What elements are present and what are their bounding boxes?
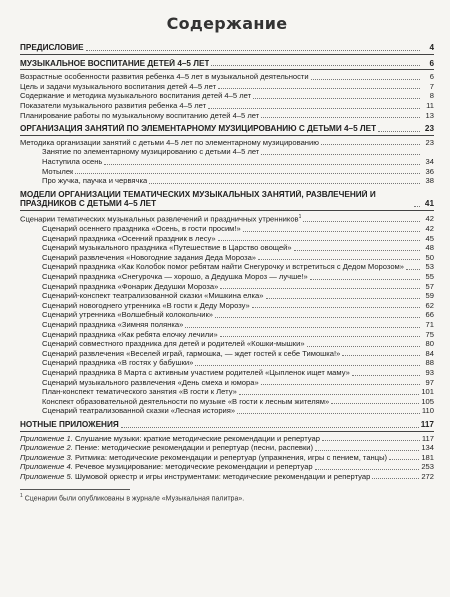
page-number: 53: [425, 262, 434, 272]
leader-dots: [215, 317, 420, 318]
toc-entry-title: [42, 272, 308, 282]
page-number: 66: [425, 310, 434, 320]
toc-entry-text: Сценарии тематических музыкальных развлечений и праздничных утренников: [20, 214, 299, 224]
leader-dots: [389, 459, 419, 460]
page-number: 4: [429, 43, 434, 52]
leader-dots: [322, 440, 420, 441]
toc-entry: [20, 349, 434, 359]
page-number: 7: [429, 81, 434, 91]
toc-entry: [20, 462, 434, 472]
section-heading: [20, 190, 434, 209]
section-rule: [20, 54, 434, 55]
toc-entry-text: Наступила осень: [42, 156, 103, 166]
toc-entry-title: [20, 72, 309, 82]
leader-dots: [310, 279, 420, 280]
toc-entry-text: Сценарий праздника «В гостях у бабушки»: [42, 358, 194, 368]
toc-entry: [20, 301, 434, 311]
toc-entry: [20, 330, 434, 340]
section-heading-text: МОДЕЛИ ОРГАНИЗАЦИИ ТЕМАТИЧЕСКИХ МУЗЫКАЛЬНЫХ ЗАНЯТИЙ, РАЗВЛЕЧЕНИЙ И ПРАЗДНИКОВ С ДЕТЬМИ 4–5 ЛЕТ: [20, 189, 376, 209]
leader-dots: [378, 131, 420, 132]
toc-entry-title: [42, 301, 250, 311]
toc-entry-text: Пение: методические рекомендации и репертуар (песни, распевки): [74, 443, 314, 453]
toc-entry-title: [20, 434, 320, 444]
page-number: 42: [425, 214, 434, 224]
leader-dots: [315, 469, 420, 470]
toc-entry-title: [42, 167, 73, 177]
toc-entry: [20, 176, 434, 186]
leader-dots: [211, 65, 420, 66]
toc-entry-title: [42, 406, 235, 416]
page-number: 8: [429, 91, 434, 101]
leader-dots: [266, 298, 421, 299]
toc-entry: [20, 213, 434, 224]
toc-entry: [20, 167, 434, 177]
page-number: 11: [426, 100, 434, 110]
leader-dots: [331, 403, 419, 404]
toc-entry-title: [20, 111, 259, 121]
toc-entry-text: Цель и задачи музыкального воспитания детей 4–5 лет: [20, 81, 217, 91]
toc-entry: [20, 378, 434, 388]
toc-entry-text: Занятие по элементарному музицированию с детьми 4–5 лет: [42, 147, 260, 157]
page-number: 34: [425, 156, 434, 166]
footnote: [20, 493, 434, 502]
toc-entry-title: [20, 472, 370, 482]
toc-entry-title: [42, 253, 256, 263]
toc-entry-text: Показатели музыкального развития ребенка 4–5 лет: [20, 100, 207, 110]
toc-entry: [20, 138, 434, 148]
toc-entry-title: [20, 138, 319, 148]
appendix-label: Приложение 2.: [20, 443, 73, 453]
toc-entry: [20, 291, 434, 301]
footnote-ref: 1: [298, 213, 302, 220]
page-number: 117: [420, 419, 434, 429]
section-heading-title: [20, 59, 209, 69]
toc-entry-title: [42, 157, 102, 167]
toc-entry-title: [42, 387, 237, 397]
page-number: 84: [425, 348, 434, 358]
table-of-contents: [20, 43, 434, 481]
toc-entry-title: [42, 339, 305, 349]
toc-entry: [20, 358, 434, 368]
page-number: 71: [425, 319, 434, 329]
leader-dots: [121, 427, 419, 428]
section-rule: [20, 431, 434, 432]
toc-entry: [20, 443, 434, 453]
toc-entry-title: [42, 262, 404, 272]
leader-dots: [243, 231, 420, 232]
section-rule: [20, 69, 434, 70]
appendix-label: Приложение 3.: [20, 452, 73, 462]
toc-entry: [20, 101, 434, 111]
toc-entry: [20, 282, 434, 292]
toc-entry-text: Сценарий музыкального развлечения «День смеха и юмора»: [42, 377, 259, 387]
appendix-label: Приложение 4.: [20, 462, 73, 472]
toc-entry-title: [20, 462, 313, 472]
toc-entry-title: [20, 91, 251, 101]
toc-entry-text: Сценарий праздника «Как Колобок помог ребятам найти Снегурочку и встретиться с Дедом Морозом»: [42, 262, 404, 272]
leader-dots: [352, 375, 420, 376]
page-number: 181: [421, 452, 434, 462]
page-number: 105: [421, 396, 434, 406]
toc-entry-text: План-конспект тематического занятия «В гости к Лету»: [42, 387, 237, 397]
toc-entry: [20, 111, 434, 121]
toc-entry: [20, 243, 434, 253]
page-number: 38: [425, 176, 434, 186]
toc-entry-title: [42, 320, 183, 330]
leader-dots: [237, 413, 420, 414]
toc-entry-text: Сценарий новогоднего утренника «В гости к Деду Морозу»: [42, 300, 250, 310]
toc-entry-title: [42, 358, 193, 368]
toc-entry-title: [42, 243, 292, 253]
leader-dots: [294, 250, 420, 251]
toc-entry: [20, 157, 434, 167]
leader-dots: [307, 346, 420, 347]
toc-entry-title: [20, 82, 216, 92]
toc-entry-text: Сценарий праздника «Снегурочка — хорошо, а Дедушка Мороз — лучше!»: [42, 272, 308, 281]
toc-entry-title: [42, 291, 264, 301]
toc-entry-text: Ритмика: методические рекомендации и репертуар (упражнения, игры с пением, танцы): [74, 452, 388, 462]
page-number: 55: [425, 272, 434, 281]
toc-entry: [20, 320, 434, 330]
page-number: 117: [421, 433, 434, 443]
leader-dots: [414, 206, 420, 207]
page-number: 41: [424, 199, 434, 209]
toc-entry-title: [42, 397, 329, 407]
leader-dots: [253, 98, 420, 99]
page-number: 134: [421, 443, 434, 453]
leader-dots: [185, 327, 420, 328]
toc-entry: [20, 397, 434, 407]
toc-entry: [20, 368, 434, 378]
toc-entry: [20, 272, 434, 282]
leader-dots: [195, 365, 420, 366]
page-number: 253: [421, 462, 434, 472]
toc-entry-text: Шумовой оркестр и игры инструментами: методические рекомендации и репертуар: [74, 471, 371, 481]
leader-dots: [75, 173, 420, 174]
toc-entry-text: Слушание музыки: краткие методические рекомендации и репертуар: [74, 433, 320, 443]
footnote-divider: [20, 489, 130, 490]
leader-dots: [258, 259, 420, 260]
toc-entry: [20, 339, 434, 349]
page-number: 23: [425, 137, 434, 147]
toc-entry-text: Сценарий праздника «Как ребята елочку лечили»: [42, 329, 218, 339]
page-number: 36: [425, 166, 434, 176]
leader-dots: [261, 117, 420, 118]
toc-entry-text: Сценарий праздника 8 Марта с активным участием родителей «Цыпленок ищет маму»: [42, 367, 350, 377]
page-number: 6: [429, 72, 434, 82]
leader-dots: [218, 240, 420, 241]
page-number: 13: [425, 110, 434, 120]
toc-entry-text: Мотылек: [42, 166, 74, 176]
leader-dots: [372, 478, 419, 479]
toc-entry: [20, 72, 434, 82]
toc-entry-title: [20, 443, 313, 453]
section-heading-text: ПРЕДИСЛОВИЕ: [20, 43, 84, 52]
section-heading-title: [20, 124, 376, 134]
toc-entry-text: Сценарий-конспект театрализованной сказки «Мишкина елка»: [42, 291, 264, 301]
page-number: 272: [421, 471, 434, 481]
toc-entry-text: Возрастные особенности развития ребенка 4–5 лет в музыкальной деятельности: [20, 72, 309, 82]
toc-entry-title: [42, 349, 340, 359]
toc-entry-text: Сценарий совместного праздника для детей и родителей «Кошки-мышки»: [42, 339, 305, 349]
section-heading-title: [20, 420, 119, 430]
leader-dots: [342, 355, 420, 356]
page-number: 97: [425, 377, 434, 387]
leader-dots: [220, 336, 420, 337]
page-number: 62: [425, 300, 434, 310]
toc-entry-title: [42, 330, 218, 340]
toc-entry-title: [42, 176, 147, 186]
toc-entry-text: Сценарий утренника «Волшебный колокольчик»: [42, 310, 214, 320]
leader-dots: [252, 307, 420, 308]
toc-entry-text: Планирование работы по музыкальному воспитанию детей 4–5 лет: [20, 110, 260, 120]
page-number: 75: [425, 329, 434, 339]
toc-entry: [20, 224, 434, 234]
toc-entry: [20, 91, 434, 101]
leader-dots: [218, 88, 420, 89]
toc-entry: [20, 406, 434, 416]
toc-entry-text: Сценарий праздника «Зимняя полянка»: [42, 319, 184, 329]
section-rule: [20, 135, 434, 136]
leader-dots: [239, 394, 420, 395]
toc-entry-title: [42, 368, 350, 378]
toc-entry-text: Сценарий праздника «Осенний праздник в лесу»: [42, 233, 216, 243]
page-number: 50: [425, 252, 434, 262]
footnote-text: Сценарии были опубликованы в журнале «Музыкальная палитра».: [24, 495, 245, 503]
toc-entry-text: Сценарий осеннего праздника «Осень, в гости просим!»: [42, 224, 241, 234]
leader-dots: [261, 384, 420, 385]
toc-page: [20, 14, 434, 503]
toc-entry-text: Сценарий праздника «Фонарик Дедушки Мороза»: [42, 281, 219, 291]
toc-entry-title: [42, 224, 241, 234]
toc-entry: [20, 262, 434, 272]
page-number: 57: [425, 281, 434, 291]
section-rule: [20, 210, 434, 211]
section-heading-text: НОТНЫЕ ПРИЛОЖЕНИЯ: [20, 419, 119, 429]
toc-entry-text: Сценарий театрализованной сказки «Лесная история»: [42, 406, 236, 416]
toc-entry-title: [42, 378, 259, 388]
toc-entry-text: Сценарий музыкального праздника «Путешествие в Царство овощей»: [42, 243, 292, 253]
leader-dots: [303, 221, 420, 222]
page-number: 110: [421, 406, 434, 416]
page-number: 23: [424, 124, 434, 134]
section-heading-title: [20, 43, 84, 53]
page-number: 6: [429, 58, 434, 68]
section-heading: [20, 43, 434, 53]
page-number: 45: [425, 233, 434, 243]
toc-entry: [20, 310, 434, 320]
toc-entry-text: Сценарий развлечения «Новогодние задания Деда Мороза»: [42, 252, 257, 262]
toc-entry-title: [20, 213, 301, 224]
toc-entry-text: Про жучка, паучка и червячка: [42, 176, 148, 186]
section-heading: [20, 124, 434, 134]
toc-entry-title: [42, 310, 213, 320]
appendix-label: Приложение 5.: [20, 471, 73, 481]
section-heading: [20, 420, 434, 430]
toc-entry: [20, 253, 434, 263]
toc-entry-title: [42, 147, 259, 157]
toc-entry: [20, 147, 434, 157]
footnote-mark: 1: [20, 493, 23, 500]
toc-entry: [20, 453, 434, 463]
leader-dots: [149, 183, 420, 184]
page-title: Содержание: [166, 14, 288, 33]
toc-entry-title: [20, 101, 206, 111]
leader-dots: [406, 269, 420, 270]
section-heading-text: МУЗЫКАЛЬНОЕ ВОСПИТАНИЕ ДЕТЕЙ 4–5 ЛЕТ: [20, 58, 210, 68]
toc-entry: [20, 234, 434, 244]
leader-dots: [311, 79, 420, 80]
page-number: 88: [425, 358, 434, 368]
section-heading: [20, 59, 434, 69]
page-number: 59: [425, 291, 434, 301]
leader-dots: [208, 108, 420, 109]
leader-dots: [321, 144, 420, 145]
page-number: 101: [421, 387, 434, 397]
leader-dots: [220, 288, 420, 289]
toc-entry: [20, 82, 434, 92]
section-heading-text: ОРГАНИЗАЦИЯ ЗАНЯТИЙ ПО ЭЛЕМЕНТАРНОМУ МУЗИЦИРОВАНИЮ С ДЕТЬМИ 4–5 ЛЕТ: [20, 124, 377, 134]
toc-entry: [20, 387, 434, 397]
page-number: 48: [425, 243, 434, 253]
toc-entry: [20, 472, 434, 482]
toc-entry: [20, 434, 434, 444]
appendix-label: Приложение 1.: [20, 433, 73, 443]
leader-dots: [104, 164, 420, 165]
section-heading-title: [20, 190, 412, 209]
toc-entry-title: [20, 453, 387, 463]
page-number: 80: [425, 339, 434, 349]
page-number: 42: [425, 224, 434, 234]
toc-entry-text: Содержание и методика музыкального воспитания детей 4–5 лет: [20, 91, 252, 101]
leader-dots: [261, 154, 420, 155]
toc-entry-text: Методика организации занятий с детьми 4–5 лет по элементарному музицированию: [20, 137, 319, 147]
leader-dots: [315, 450, 419, 451]
toc-entry-text: Конспект образовательной деятельности по музыке «В гости к лесным жителям»: [42, 396, 330, 406]
toc-entry-title: [42, 234, 216, 244]
leader-dots: [86, 50, 420, 51]
page-number: 93: [425, 367, 434, 377]
toc-entry-title: [42, 282, 218, 292]
toc-entry-text: Сценарий развлечения «Веселей играй, гармошка, — ждет гостей к себе Тимошка!»: [42, 348, 341, 358]
toc-entry-text: Речевое музицирование: методические рекомендации и репертуар: [74, 462, 313, 472]
